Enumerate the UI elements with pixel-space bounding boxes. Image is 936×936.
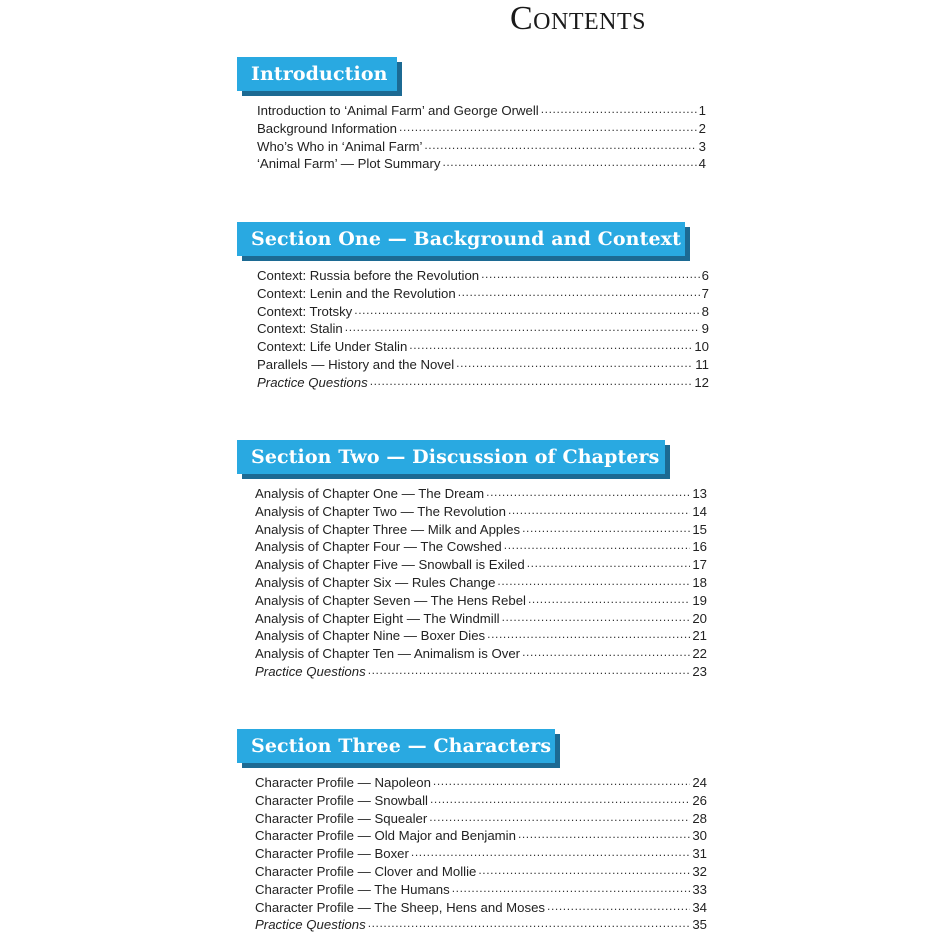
dot-leader bbox=[504, 537, 691, 551]
toc-list bbox=[255, 773, 707, 933]
toc-entry-label: Analysis of Chapter Nine — Boxer Dies bbox=[255, 628, 486, 644]
dot-leader bbox=[368, 915, 691, 929]
toc-entry-page: 21 bbox=[692, 628, 707, 644]
toc-entry-label: Character Profile — Boxer bbox=[255, 846, 409, 862]
toc-entry[interactable] bbox=[255, 862, 707, 880]
toc-entry-page: 26 bbox=[692, 792, 707, 808]
toc-entry-label: Analysis of Chapter One — The Dream bbox=[255, 486, 485, 501]
dot-leader bbox=[522, 520, 690, 534]
toc-entry[interactable] bbox=[255, 537, 707, 555]
toc-entry[interactable] bbox=[257, 337, 709, 355]
toc-entry[interactable] bbox=[257, 154, 706, 172]
toc-entry-page: 17 bbox=[692, 557, 707, 573]
toc-entry-label: Analysis of Chapter Five — Snowball is Exiled bbox=[255, 557, 525, 573]
toc-entry[interactable] bbox=[255, 520, 707, 538]
dot-leader bbox=[456, 355, 693, 369]
toc-entry-page: 22 bbox=[692, 646, 707, 662]
dot-leader bbox=[481, 266, 700, 280]
toc-entry[interactable] bbox=[255, 591, 707, 609]
toc-entry[interactable] bbox=[257, 355, 709, 373]
toc-entry-label: Character Profile — Clover and Mollie bbox=[255, 863, 477, 879]
section-header bbox=[237, 222, 685, 256]
toc-entry-label: Character Profile — Napoleon bbox=[255, 775, 431, 790]
toc-entry-page: 11 bbox=[695, 356, 709, 372]
toc-entry[interactable] bbox=[255, 555, 707, 573]
dot-leader bbox=[424, 137, 696, 151]
toc-entry-page: 33 bbox=[692, 881, 707, 897]
dot-leader bbox=[370, 373, 693, 387]
dot-leader bbox=[487, 626, 690, 640]
toc-entry-page: 23 bbox=[692, 663, 707, 679]
toc-entry-page: 3 bbox=[698, 138, 706, 154]
section-header bbox=[237, 57, 397, 91]
toc-entry[interactable] bbox=[255, 573, 707, 591]
toc-entry[interactable] bbox=[257, 319, 709, 337]
dot-leader bbox=[527, 555, 691, 569]
toc-entry-page: 2 bbox=[698, 120, 706, 136]
toc-list bbox=[255, 484, 707, 680]
dot-leader bbox=[486, 484, 690, 498]
toc-entry[interactable] bbox=[257, 119, 706, 137]
toc-entry[interactable] bbox=[255, 773, 707, 791]
toc-entry[interactable] bbox=[257, 137, 706, 155]
toc-entry[interactable] bbox=[257, 101, 706, 119]
toc-entry-label: Context: Russia before the Revolution bbox=[257, 268, 480, 283]
toc-entry-label: Analysis of Chapter Seven — The Hens Rebel bbox=[255, 592, 526, 608]
toc-entry-label: Context: Trotsky bbox=[257, 303, 353, 319]
toc-entry-page: 19 bbox=[692, 592, 707, 608]
toc-entry[interactable] bbox=[255, 662, 707, 680]
toc-entry-page: 1 bbox=[698, 103, 706, 118]
toc-entry-label: Analysis of Chapter Three — Milk and Apples bbox=[255, 521, 521, 537]
toc-entry-label: Analysis of Chapter Six — Rules Change bbox=[255, 574, 496, 590]
toc-entry[interactable] bbox=[255, 898, 707, 916]
toc-entry[interactable] bbox=[255, 826, 707, 844]
toc-entry-label: Practice Questions bbox=[255, 663, 366, 679]
dot-leader bbox=[547, 898, 690, 912]
toc-entry-page: 31 bbox=[692, 846, 707, 862]
toc-entry-label: Context: Life Under Stalin bbox=[257, 339, 408, 355]
toc-entry[interactable] bbox=[257, 284, 709, 302]
toc-entry-label: Background Information bbox=[257, 120, 398, 136]
toc-entry-page: 9 bbox=[701, 321, 709, 337]
toc-entry-label: Who’s Who in ‘Animal Farm’ bbox=[257, 138, 423, 154]
dot-leader bbox=[430, 791, 690, 805]
dot-leader bbox=[541, 101, 697, 115]
toc-entry[interactable] bbox=[255, 791, 707, 809]
toc-entry[interactable] bbox=[257, 266, 709, 284]
toc-entry-page: 34 bbox=[692, 899, 707, 915]
toc-entry-page: 28 bbox=[692, 810, 707, 826]
section-title: Introduction bbox=[251, 63, 388, 85]
dot-leader bbox=[478, 862, 690, 876]
toc-entry-page: 24 bbox=[692, 775, 707, 790]
toc-entry[interactable] bbox=[255, 626, 707, 644]
dot-leader bbox=[433, 773, 690, 787]
toc-entry[interactable] bbox=[255, 844, 707, 862]
dot-leader bbox=[458, 284, 700, 298]
toc-entry[interactable] bbox=[255, 484, 707, 502]
dot-leader bbox=[399, 119, 697, 133]
dot-leader bbox=[411, 844, 690, 858]
section-title: Section Two — Discussion of Chapters bbox=[251, 446, 660, 468]
toc-entry[interactable] bbox=[255, 915, 707, 933]
page-title: Contents bbox=[510, 0, 647, 37]
toc-list bbox=[257, 101, 706, 172]
dot-leader bbox=[508, 502, 690, 516]
toc-entry-page: 15 bbox=[692, 521, 707, 537]
toc-entry-label: Analysis of Chapter Ten — Animalism is Over bbox=[255, 646, 521, 662]
toc-entry-label: Context: Lenin and the Revolution bbox=[257, 285, 456, 301]
toc-entry[interactable] bbox=[255, 809, 707, 827]
dot-leader bbox=[429, 809, 690, 823]
toc-entry-page: 20 bbox=[692, 610, 707, 626]
dot-leader bbox=[409, 337, 692, 351]
toc-entry-label: Character Profile — Old Major and Benjamin bbox=[255, 828, 516, 844]
toc-entry-label: ‘Animal Farm’ — Plot Summary bbox=[257, 156, 441, 172]
dot-leader bbox=[354, 302, 699, 316]
toc-entry-label: Analysis of Chapter Four — The Cowshed bbox=[255, 539, 502, 555]
toc-entry-label: Character Profile — The Sheep, Hens and Moses bbox=[255, 899, 546, 915]
dot-leader bbox=[502, 609, 691, 623]
toc-entry-label: Practice Questions bbox=[257, 374, 368, 390]
toc-entry-page: 14 bbox=[692, 503, 707, 519]
toc-entry-page: 12 bbox=[694, 374, 709, 390]
toc-entry[interactable] bbox=[257, 373, 709, 391]
toc-entry[interactable] bbox=[255, 644, 707, 662]
dot-leader bbox=[368, 662, 691, 676]
toc-entry-label: Character Profile — Snowball bbox=[255, 792, 428, 808]
dot-leader bbox=[518, 826, 690, 840]
toc-entry-page: 16 bbox=[692, 539, 707, 555]
toc-entry-page: 6 bbox=[701, 268, 709, 283]
dot-leader bbox=[442, 154, 696, 168]
dot-leader bbox=[522, 644, 690, 658]
toc-entry-label: Context: Stalin bbox=[257, 321, 343, 337]
toc-entry-label: Character Profile — Squealer bbox=[255, 810, 428, 826]
toc-entry-page: 30 bbox=[692, 828, 707, 844]
section-title: Section One — Background and Context bbox=[251, 228, 681, 250]
toc-entry-page: 13 bbox=[692, 486, 707, 501]
toc-entry-page: 18 bbox=[692, 574, 707, 590]
toc-entry[interactable] bbox=[255, 502, 707, 520]
toc-entry-label: Practice Questions bbox=[255, 917, 366, 933]
section-title: Section Three — Characters bbox=[251, 735, 552, 757]
toc-entry[interactable] bbox=[257, 302, 709, 320]
toc-list bbox=[257, 266, 709, 391]
section-header bbox=[237, 440, 665, 474]
toc-entry-page: 35 bbox=[692, 917, 707, 933]
dot-leader bbox=[452, 880, 691, 894]
toc-entry[interactable] bbox=[255, 880, 707, 898]
toc-entry[interactable] bbox=[255, 609, 707, 627]
toc-entry-page: 10 bbox=[694, 339, 709, 355]
toc-entry-page: 32 bbox=[692, 863, 707, 879]
dot-leader bbox=[528, 591, 690, 605]
toc-entry-label: Character Profile — The Humans bbox=[255, 881, 450, 897]
dot-leader bbox=[345, 319, 700, 333]
toc-entry-page: 4 bbox=[698, 156, 706, 172]
toc-entry-label: Analysis of Chapter Eight — The Windmill bbox=[255, 610, 500, 626]
toc-entry-page: 8 bbox=[701, 303, 709, 319]
toc-entry-label: Parallels — History and the Novel bbox=[257, 356, 455, 372]
section-header bbox=[237, 729, 555, 763]
dot-leader bbox=[497, 573, 690, 587]
toc-entry-page: 7 bbox=[701, 285, 709, 301]
toc-entry-label: Introduction to ‘Animal Farm’ and George Orwell bbox=[257, 103, 539, 118]
toc-entry-label: Analysis of Chapter Two — The Revolution bbox=[255, 503, 506, 519]
